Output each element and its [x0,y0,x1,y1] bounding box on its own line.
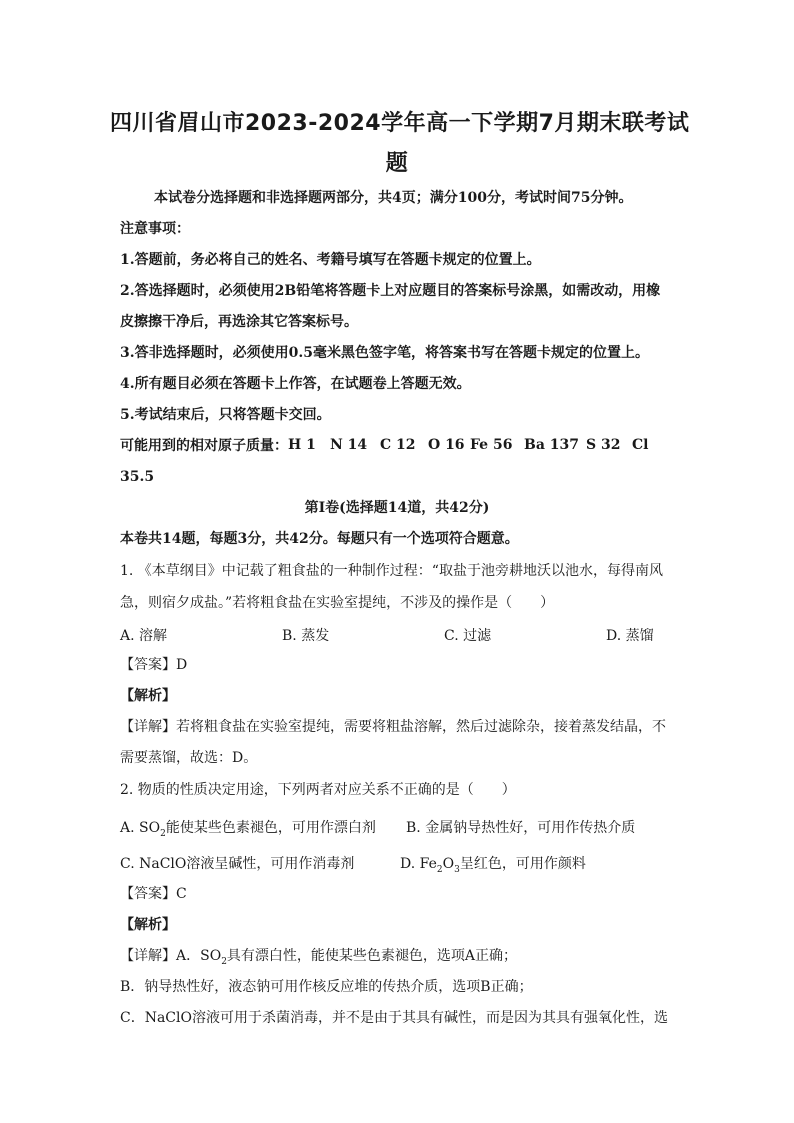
q2-option-a-prefix: A. [120,820,135,836]
q1-option-d: D. 蒸馏 [606,628,654,644]
q2-stem: 2. 物质的性质决定用途，下列两者对应关系不正确的是（ ） [120,782,516,798]
q1-option-a: A. 溶解 [120,628,168,644]
atomic-mass-entry: C 12 [380,437,416,453]
atomic-mass-label: 可能用到的相对原子质量： [120,438,288,454]
atomic-mass-entry: Cl [632,437,649,453]
q2-detail-b: B．钠导热性好，液态钠可用作核反应堆的传热介质，选项B正确； [120,979,533,995]
notice-item: 皮擦擦干净后，再选涂其它答案标号。 [120,314,358,330]
q1-stem: 1. 《本草纲目》中记载了粗食盐的一种制作过程：“取盐于池旁耕地沃以池水，每得南风 [120,563,663,579]
atomic-mass-entry: Ba 137 [524,437,580,453]
atomic-mass-continued: 35.5 [120,469,155,485]
q2-option-d-prefix: D. [400,856,416,872]
q1-stem-continued: 急，则宿夕成盐。”若将粗食盐在实验室提纯，不涉及的操作是（ ） [120,595,555,611]
formula-subscript: 3 [454,864,460,875]
q2-option-a-text: 能使某些色素褪色，可用作漂白剂 [165,820,376,836]
so2-formula [139,820,166,839]
q2-detail-c: C．NaClO溶液可用于杀菌消毒，并不是由于其具有碱性，而是因为其具有强氧化性，选 [120,1010,668,1026]
atomic-mass-entry: N 14 [330,437,368,453]
notice-item: 1.答题前，务必将自己的姓名、考籍号填写在答题卡规定的位置上。 [120,252,541,268]
page-title: 四川省眉山市2023-2024学年高一下学期7月期末联考试 [110,111,690,136]
section-description: 本卷共14题，每题3分，共42分。每题只有一个选项符合题意。 [120,531,519,547]
q1-analysis-heading: 【解析】 [120,688,176,704]
q2-detail-a [120,947,517,971]
section-title: 第Ⅰ卷(选择题14道，共42分) [304,500,490,516]
q2-analysis-heading: 【解析】 [120,917,176,933]
fe2o3-formula [419,856,460,875]
notice-item: 2.答选择题时，必须使用2B铅笔将答题卡上对应题目的答案标号涂黑，如需改动，用橡 [120,283,661,299]
q1-detail: 【详解】若将粗食盐在实验室提纯，需要将粗盐溶解，然后过滤除杂，接着蒸发结晶，不 [120,719,666,735]
q1-option-b: B. 蒸发 [282,628,330,644]
formula-text: SO [139,820,161,836]
notice-item: 3.答非选择题时，必须使用0.5毫米黑色签字笔，将答案书写在答题卡规定的位置上。 [120,345,649,361]
notice-item: 4.所有题目必须在答题卡上作答，在试题卷上答题无效。 [120,376,471,392]
intro-text: 本试卷分选择题和非选择题两部分，共4页；满分100分，考试时间75分钟。 [154,190,633,206]
notice-heading: 注意事项： [120,221,190,237]
q1-detail-continued: 需要蒸馏，故选：D。 [120,750,258,766]
q1-answer: 【答案】D [120,657,188,673]
q2-option-d-text: 呈红色，可用作颜料 [459,856,586,872]
q2-option-b: B. 金属钠导热性好，可用作传热介质 [406,820,636,836]
detail-a-prefix: 【详解】A．SO [120,948,222,964]
q2-option-d [400,853,586,875]
atomic-mass-entry: S 32 [586,437,621,453]
atomic-mass-entry: O 16 [428,437,465,453]
detail-a-text: 具有漂白性，能使某些色素褪色，选项A正确； [226,948,518,964]
formula-subscript: 2 [221,956,227,967]
q2-option-c: C. NaClO溶液呈碱性，可用作消毒剂 [120,856,355,872]
atomic-mass-entry: Fe 56 [470,437,513,453]
page-title-continued: 题 [385,151,409,176]
formula-subscript: 2 [160,828,166,839]
q1-option-c: C. 过滤 [444,628,492,644]
q2-option-a [120,817,376,839]
q2-answer: 【答案】C [120,886,187,902]
formula-subscript: 2 [436,864,443,875]
notice-item: 5.考试结束后，只将答题卡交回。 [120,407,331,423]
formula-text: O [442,856,455,872]
formula-text: Fe [419,856,437,872]
atomic-mass-entry: H 1 [288,437,316,453]
